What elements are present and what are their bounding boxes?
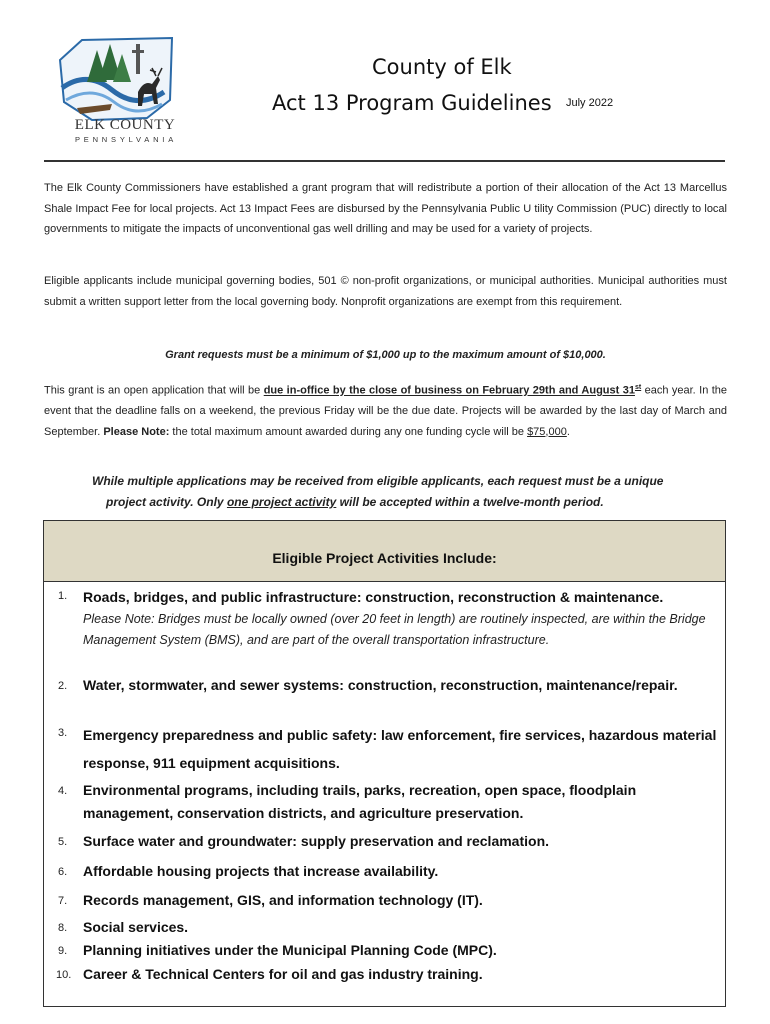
unique-activity-notice: While multiple applications may be received from eligible applicants, each request must be a unique project activity. Only one project activity will be accepted within a twelve-month period. [92,474,664,509]
logo-name: ELK COUNTY [74,117,176,133]
logo-subtitle: PENNSYLVANIA [74,135,177,144]
header-divider [44,160,725,162]
deadline-text: due in-office by the close of business on February 29th and August 31 [263,384,635,397]
intro-paragraph: The Elk County Commissioners have established a grant program that will redistribute a portion of their allocation of the Act 13 Marcellus Shale Impact Fee for local projects. Act 13 Impact Fees are disbursed by the Pennsylvania Public U tility Commission (PUC) directly to local governments to mitigate the impacts of unconventional gas well drilling and may be used for a variety of projects. [44,182,727,235]
deadline-paragraph: This grant is an open application that will be due in-office by the close of business on February 29th and August 31st each year. In the event that the deadline falls on a weekend, the previous Friday will be the due date. Projects will be awarded by the last day of March and September. Please Note: the total maximum amount awarded during any one funding cycle will be $75,000. [44,384,728,438]
grant-amount-statement: Grant requests must be a minimum of $1,000 up to the maximum amount of $10,000. [165,349,606,361]
document-date: July 2022 [566,97,614,109]
title-program: Act 13 Program Guidelines [272,91,552,115]
activities-heading: Eligible Project Activities Include: [43,520,726,582]
max-award-amount: $75,000 [527,425,567,438]
title-county: County of Elk [372,55,512,79]
bridge-note: Please Note: Bridges must be locally owned (over 20 feet in length) are routinely inspected, are within the Bridge Management System (BMS), and are part of the overall transportation infrastructure. [83,612,706,647]
eligibility-paragraph: Eligible applicants include municipal governing bodies, 501 © non-profit organizations, or municipal authorities. Municipal authorities must submit a written support letter from the local governing body. Nonprofit organizations are exempt from this requirement. [44,275,727,308]
